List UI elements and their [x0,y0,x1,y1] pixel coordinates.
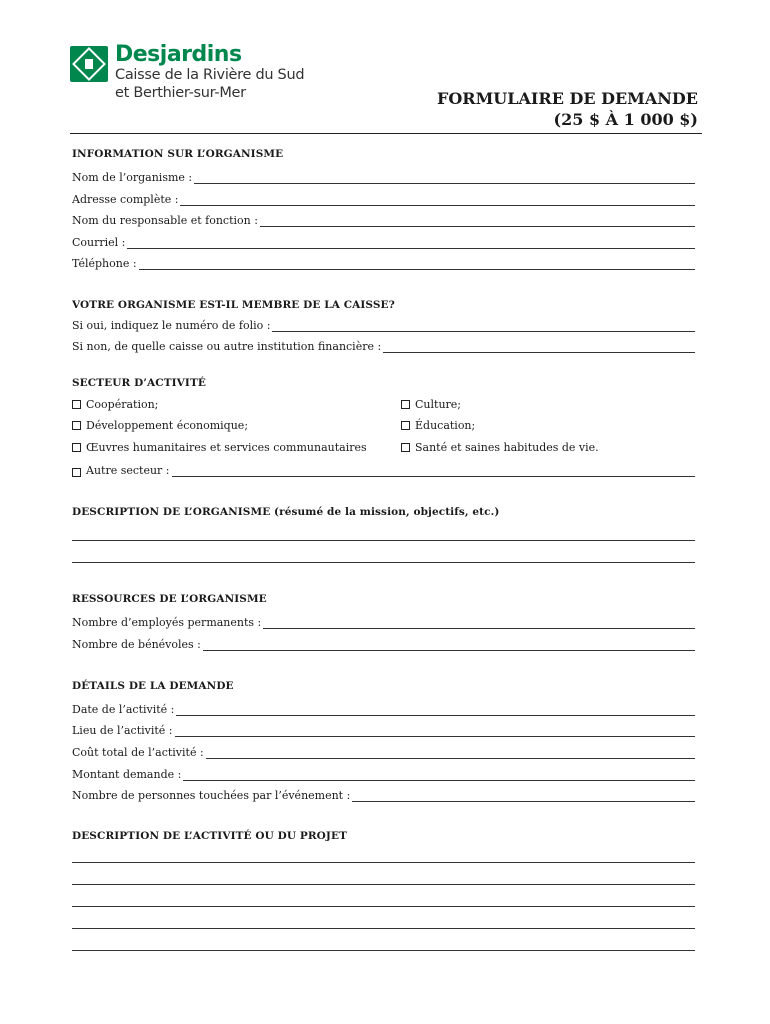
field-phone[interactable]: Téléphone : [72,254,695,270]
blank-line[interactable] [263,618,695,629]
blank-line[interactable] [260,216,695,227]
blank-line[interactable] [206,748,695,759]
field-address[interactable]: Adresse complète : [72,190,695,206]
blank-line[interactable] [194,173,695,184]
projet-line[interactable] [72,906,695,907]
checkbox-icon[interactable] [401,421,410,430]
field-people-reached[interactable]: Nombre de personnes touchées par l’événement : [72,786,695,802]
checkbox-autre-secteur[interactable]: Autre secteur : [72,461,695,477]
field-responsible[interactable]: Nom du responsable et fonction : [72,211,695,227]
blank-line[interactable] [383,342,695,353]
checkbox-icon[interactable] [72,443,81,452]
section-heading-description: DESCRIPTION DE L’ORGANISME (résumé de la mission, objectifs, etc.) [72,506,500,518]
field-volunteers[interactable]: Nombre de bénévoles : [72,635,695,651]
section-heading-organisme: INFORMATION SUR L’ORGANISME [72,148,284,160]
section-heading-details: DÉTAILS DE LA DEMANDE [72,680,234,692]
logo-subtitle-1: Caisse de la Rivière du Sud [115,67,305,83]
blank-line[interactable] [183,770,695,781]
desjardins-hexagon-icon [70,46,108,82]
section-heading-projet: DESCRIPTION DE L’ACTIVITÉ OU DU PROJET [72,830,347,842]
form-title [437,88,698,130]
section-heading-secteur: SECTEUR D’ACTIVITÉ [72,377,206,389]
checkbox-icon[interactable] [72,400,81,409]
checkbox-sante[interactable]: Santé et saines habitudes de vie. [401,441,599,454]
blank-line[interactable] [272,321,695,332]
section-heading-membre: VOTRE ORGANISME EST-IL MEMBRE DE LA CAISSE? [72,299,395,311]
blank-line[interactable] [139,259,695,270]
field-activity-place[interactable]: Lieu de l’activité : [72,721,695,737]
projet-line[interactable] [72,928,695,929]
description-line[interactable] [72,540,695,541]
checkbox-icon[interactable] [72,421,81,430]
field-other-institution[interactable]: Si non, de quelle caisse ou autre institution financière : [72,337,695,353]
checkbox-education[interactable]: Éducation; [401,419,475,432]
checkbox-icon[interactable] [401,443,410,452]
form-title-line2: (25 $ À 1 000 $) [553,110,698,129]
checkbox-icon[interactable] [401,400,410,409]
blank-line[interactable] [352,791,695,802]
blank-line[interactable] [175,726,696,737]
projet-line[interactable] [72,862,695,863]
field-folio[interactable]: Si oui, indiquez le numéro de folio : [72,316,695,332]
projet-line[interactable] [72,884,695,885]
field-organisme-name[interactable]: Nom de l’organisme : [72,168,695,184]
description-line[interactable] [72,562,695,563]
field-activity-date[interactable]: Date de l’activité : [72,700,695,716]
field-amount-requested[interactable]: Montant demande : [72,765,695,781]
projet-line[interactable] [72,950,695,951]
blank-line[interactable] [127,238,695,249]
header-divider [70,133,702,134]
checkbox-icon[interactable] [72,468,81,477]
field-employees[interactable]: Nombre d’employés permanents : [72,613,695,629]
checkbox-cooperation[interactable]: Coopération; [72,398,158,411]
blank-line[interactable] [203,640,695,651]
blank-line[interactable] [180,195,695,206]
form-title-line1: FORMULAIRE DE DEMANDE [437,89,698,108]
section-heading-ressources: RESSOURCES DE L’ORGANISME [72,593,267,605]
checkbox-developpement[interactable]: Développement économique; [72,419,248,432]
logo-name: Desjardins [115,42,242,67]
field-email[interactable]: Courriel : [72,233,695,249]
blank-line[interactable] [176,705,695,716]
checkbox-culture[interactable]: Culture; [401,398,461,411]
blank-line[interactable] [172,466,695,477]
checkbox-oeuvres[interactable]: Œuvres humanitaires et services communautaires [72,441,367,454]
field-activity-cost[interactable]: Coût total de l’activité : [72,743,695,759]
logo-subtitle-2: et Berthier-sur-Mer [115,85,246,101]
